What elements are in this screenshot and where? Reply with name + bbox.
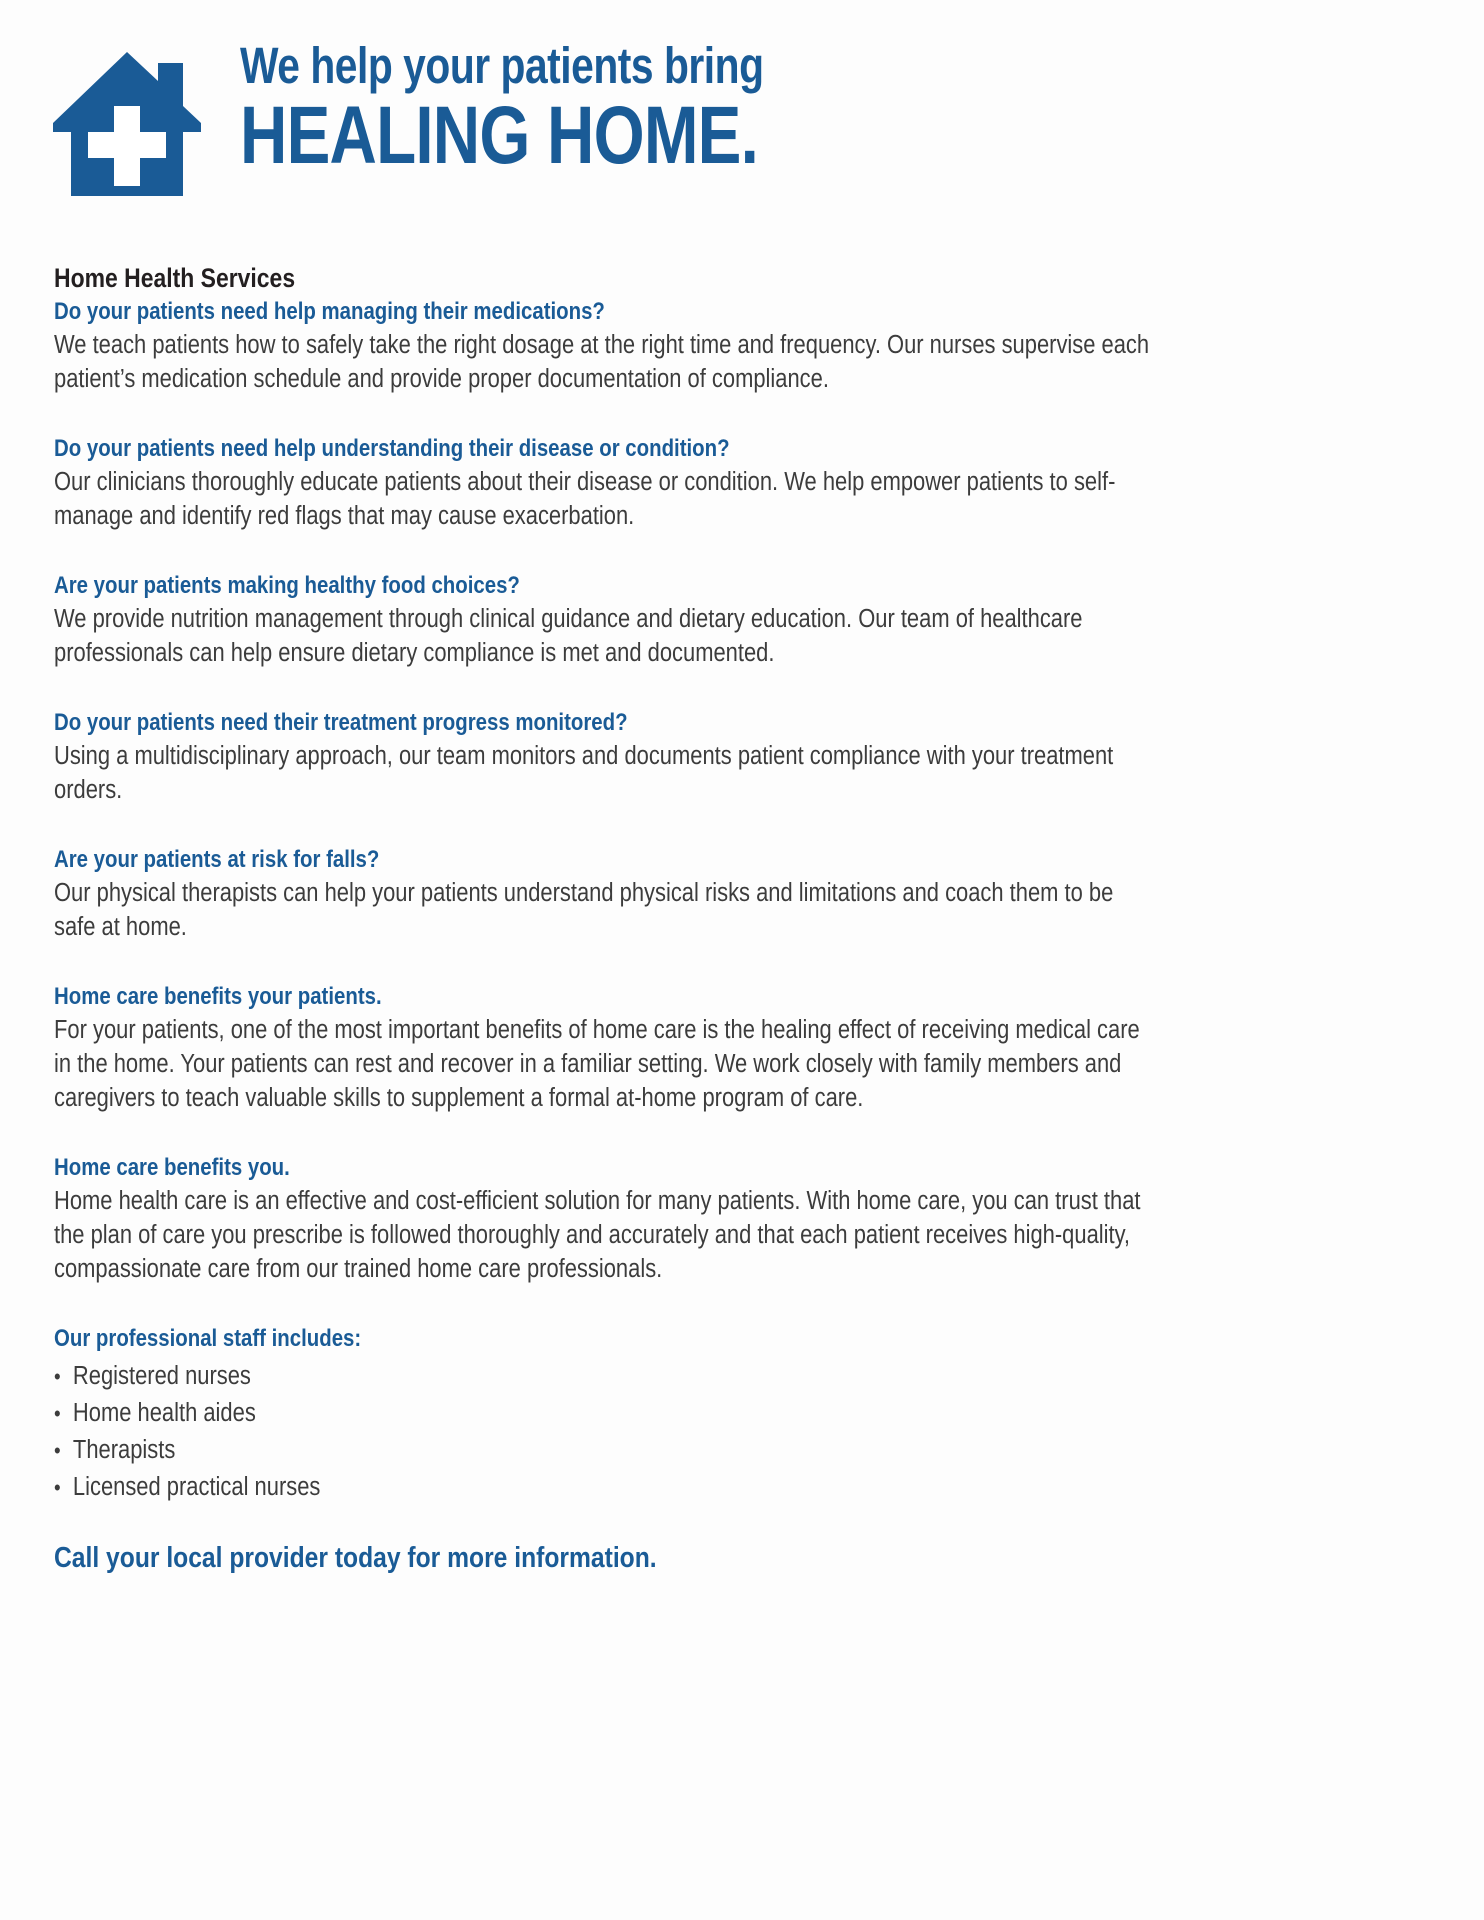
block-body: For your patients, one of the most important benefits of home care is the healing effect of receiving medical care in the home. Your patients can rest and recover in a familiar setting. We work closely with family members and caregivers to teach valuable skills to supplement a formal at-home program of care.: [54, 1016, 1140, 1112]
content-block: [54, 434, 1154, 533]
block-heading: Do your patients need help understanding their disease or condition?: [54, 435, 730, 462]
spacer: [54, 396, 1154, 434]
header-lockup: [52, 38, 1252, 198]
block-heading: Do your patients need help managing their medications?: [54, 298, 605, 325]
spacer: [54, 944, 1154, 982]
headline-block: [240, 37, 1240, 181]
block-heading: Home care benefits you.: [54, 1154, 290, 1181]
spacer: [54, 670, 1154, 708]
staff-list: [54, 1358, 1154, 1506]
staff-block: [54, 1324, 1154, 1506]
main-content: [54, 262, 1154, 1576]
content-block: [54, 708, 1154, 807]
spacer: [54, 1286, 1154, 1324]
block-heading: Do your patients need their treatment progress monitored?: [54, 709, 628, 736]
spacer: [54, 533, 1154, 571]
block-body: Home health care is an effective and cost-efficient solution for many patients. With home care, you can trust that the plan of care you prescribe is followed thoroughly and accurately and that each patient receives high-quality, compassionate care from our trained home care professionals.: [54, 1187, 1141, 1283]
block-body: We teach patients how to safely take the right dosage at the right time and frequency. Our nurses supervise each patient’s medication schedule and provide proper documentation of compliance.: [54, 331, 1150, 393]
content-block: [54, 1153, 1154, 1286]
page-title: Home Health Services: [54, 263, 296, 293]
spacer: [54, 1115, 1154, 1153]
block-body: Our physical therapists can help your patients understand physical risks and limitations and coach them to be safe at home.: [54, 879, 1114, 941]
block-body: We provide nutrition management through clinical guidance and dietary education. Our team of healthcare professionals can help ensure dietary compliance is met and documented.: [54, 605, 1083, 667]
content-block: [54, 297, 1154, 396]
list-item: • Therapists: [54, 1432, 1000, 1469]
call-to-action: Call your local provider today for more information.: [54, 1542, 657, 1574]
staff-heading: Our professional staff includes:: [54, 1325, 362, 1352]
block-heading: Are your patients at risk for falls?: [54, 846, 380, 873]
list-item: • Licensed practical nurses: [54, 1469, 1000, 1506]
list-item: • Registered nurses: [54, 1358, 1000, 1395]
content-block: [54, 982, 1154, 1115]
headline-line-2: HEALING HOME.: [240, 90, 759, 181]
block-heading: Home care benefits your patients.: [54, 983, 382, 1010]
block-body: Using a multidisciplinary approach, our team monitors and documents patient compliance with your treatment orders.: [54, 742, 1114, 804]
block-heading: Are your patients making healthy food choices?: [54, 572, 520, 599]
block-body: Our clinicians thoroughly educate patients about their disease or condition. We help empower patients to self-manage and identify red flags that may cause exacerbation.: [54, 468, 1116, 530]
content-block: [54, 571, 1154, 670]
list-item: • Home health aides: [54, 1395, 1000, 1432]
spacer: [54, 807, 1154, 845]
house-with-medical-cross-icon: [52, 46, 202, 191]
content-block: [54, 845, 1154, 944]
headline-line-1: We help your patients bring: [240, 37, 764, 94]
spacer: [54, 1506, 1154, 1540]
